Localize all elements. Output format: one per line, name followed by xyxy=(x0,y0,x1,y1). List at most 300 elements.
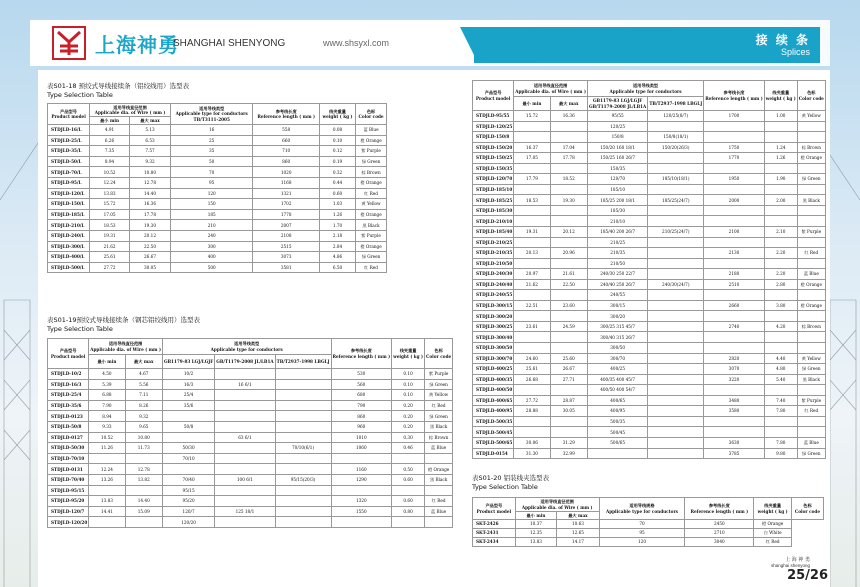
table-row xyxy=(473,248,826,259)
table-cell xyxy=(764,290,797,301)
table-cell: 1.24 xyxy=(764,142,797,153)
table-row xyxy=(473,132,826,143)
table-cell xyxy=(514,163,550,174)
table-row xyxy=(48,443,453,454)
t1-h-model: 产品型号 Product model xyxy=(48,104,90,125)
table-cell: 63 6/1 xyxy=(215,432,275,443)
t1-h-len: 参考线长度 Reference length ( mm ) xyxy=(253,104,320,125)
table-cell xyxy=(275,390,331,401)
table-cell xyxy=(275,400,331,411)
table-cell: 15.72 xyxy=(90,199,130,210)
table-cell xyxy=(648,153,704,164)
table-cell xyxy=(648,448,704,459)
table-cell xyxy=(550,205,587,216)
table-cell xyxy=(704,237,765,248)
table-cell: 橙 Orange xyxy=(356,241,387,252)
table-cell: STDJLD-185/10 xyxy=(473,184,514,195)
table-cell: 100 6/1 xyxy=(215,474,275,485)
table-cell xyxy=(648,364,704,375)
table-cell: STDJLD-120/25 xyxy=(473,121,514,132)
table-cell: 7.57 xyxy=(130,146,171,157)
table-cell: 黑 Black xyxy=(425,421,453,432)
table-cell: 25.61 xyxy=(90,252,130,263)
table-cell: STDJLD-210/10 xyxy=(473,216,514,227)
table-cell xyxy=(797,121,825,132)
table-cell xyxy=(648,311,704,322)
t3-h-wt: 线夹重量 weight ( kg ) xyxy=(764,81,797,111)
table-cell xyxy=(425,517,453,528)
table-cell: 紫 Purple xyxy=(797,395,825,406)
table4-caption-en: Type Selection Table xyxy=(472,483,538,491)
table-cell: 0.19 xyxy=(319,156,355,167)
table-cell: 560 xyxy=(331,379,392,390)
table-cell: 300/40 315 26/7 xyxy=(587,332,647,343)
table-cell: 660 xyxy=(253,135,320,146)
table-row xyxy=(48,485,453,496)
table-cell: 12.24 xyxy=(89,464,125,475)
table-cell: 1168 xyxy=(253,177,320,188)
table-cell xyxy=(215,464,275,475)
table-cell xyxy=(275,496,331,507)
t1-h-min: 最小 min xyxy=(90,117,130,125)
table-cell xyxy=(550,163,587,174)
table-cell: 25 xyxy=(170,135,252,146)
table-cell: 橙 Orange xyxy=(356,177,387,188)
table-cell: STDJLD-185/40 xyxy=(473,227,514,238)
table-cell: 35 xyxy=(170,146,252,157)
table-cell: 210 xyxy=(170,220,252,231)
t2-h-type: 适用导线类型 Applicable type for conductors xyxy=(162,339,331,355)
table-cell: STDJLD-300/50 xyxy=(473,343,514,354)
table-cell: STDJLD-210/50 xyxy=(473,258,514,269)
table-cell xyxy=(797,132,825,143)
table-cell: 400/25 xyxy=(587,364,647,375)
table-cell xyxy=(764,311,797,322)
table-cell: 红 Red xyxy=(425,496,453,507)
table-cell xyxy=(392,485,425,496)
table-cell xyxy=(648,300,704,311)
table-row xyxy=(473,121,826,132)
table-cell: 17.05 xyxy=(90,209,130,220)
table-cell xyxy=(764,416,797,427)
table-cell: 22.51 xyxy=(514,300,550,311)
table-cell: 绿 Green xyxy=(425,379,453,390)
table-row xyxy=(48,135,387,146)
table-cell xyxy=(704,258,765,269)
table-cell: 4.40 xyxy=(764,353,797,364)
table-cell: 3785 xyxy=(704,448,765,459)
t3-h-std3: TB/T2937-1998 LBGLJ xyxy=(648,97,704,111)
table-cell xyxy=(797,332,825,343)
table-cell: 3630 xyxy=(704,437,765,448)
table-cell: 1.03 xyxy=(319,199,355,210)
table-cell: STDJLD-150/20 xyxy=(473,142,514,153)
table-cell: 240/55 xyxy=(587,290,647,301)
table-cell: 2130 xyxy=(704,248,765,259)
table-cell xyxy=(125,453,162,464)
table2-caption-en: Type Selection Table xyxy=(47,325,113,333)
t1-h-type: 适用导线类型 Applicable type for conductors TB/T3111-2005 xyxy=(170,104,252,125)
table-row xyxy=(48,199,387,210)
table-cell: 13.83 xyxy=(90,188,130,199)
table-cell: 5.40 xyxy=(764,374,797,385)
table-cell: STDJLD-400/65 xyxy=(473,395,514,406)
table-cell xyxy=(704,132,765,143)
table-cell: 3073 xyxy=(253,252,320,263)
table-cell: STDJLD-500/35 xyxy=(473,416,514,427)
table-row xyxy=(473,163,826,174)
company-logo xyxy=(52,26,86,60)
table-cell xyxy=(514,311,550,322)
table-row xyxy=(48,421,453,432)
table-cell: 10.63 xyxy=(557,520,600,529)
table-cell: 橙 Orange xyxy=(356,209,387,220)
table-cell: STDJLD-300/15 xyxy=(473,300,514,311)
table-cell: STDJLD-500/65 xyxy=(473,437,514,448)
table-row xyxy=(473,520,824,529)
table-cell: 50/30 xyxy=(162,443,214,454)
table-cell xyxy=(648,374,704,385)
table-row xyxy=(48,379,453,390)
table-cell: 300/70 xyxy=(587,353,647,364)
table-cell: 1010 xyxy=(331,432,392,443)
table2 xyxy=(47,338,453,528)
table-cell: 28.88 xyxy=(514,406,550,417)
table-cell: 紫 Purple xyxy=(356,230,387,241)
table-cell: 185/10 xyxy=(587,184,647,195)
table-cell: 120 xyxy=(170,188,252,199)
t3-h-max: 最大 max xyxy=(550,97,587,111)
table-cell xyxy=(648,121,704,132)
table-row xyxy=(473,111,826,122)
table-cell: STDJLD-300/70 xyxy=(473,353,514,364)
table-cell xyxy=(797,290,825,301)
table-cell: 50 xyxy=(170,156,252,167)
table-cell: 120/70 xyxy=(587,174,647,185)
table-cell xyxy=(550,184,587,195)
table-cell: 黑 Black xyxy=(356,220,387,231)
table-row xyxy=(473,353,826,364)
table-cell: 蓝 Blue xyxy=(356,125,387,136)
table-cell: 绿 Green xyxy=(797,174,825,185)
table-cell xyxy=(275,506,331,517)
table-row xyxy=(48,230,387,241)
table-cell: 20.12 xyxy=(130,230,171,241)
table-cell: 1320 xyxy=(331,496,392,507)
footer-brand-en: shanghai shenyong xyxy=(770,563,810,568)
table-cell: 4.80 xyxy=(764,364,797,375)
table-cell: 绿 Green xyxy=(797,364,825,375)
t2-h-min: 最小 min xyxy=(89,355,125,369)
table-cell: STDJLD-120/7 xyxy=(48,506,89,517)
table-cell: STDJLD-240/40 xyxy=(473,279,514,290)
table-cell xyxy=(215,421,275,432)
table-cell: 3581 xyxy=(253,262,320,273)
table-cell xyxy=(704,121,765,132)
table-cell xyxy=(275,453,331,464)
table-cell xyxy=(89,517,125,528)
table-cell: 棕 Brown xyxy=(356,167,387,178)
table-cell xyxy=(648,216,704,227)
table-row xyxy=(48,496,453,507)
table-row xyxy=(48,464,453,475)
table-row xyxy=(48,156,387,167)
table-cell: 70/40 xyxy=(162,474,214,485)
table-cell: 2820 xyxy=(704,353,765,364)
table-cell: STDJLD-95/L xyxy=(48,177,90,188)
table-cell xyxy=(550,385,587,396)
table-cell: 21.62 xyxy=(90,241,130,252)
table-cell xyxy=(514,132,550,143)
table-row xyxy=(473,321,826,332)
t4-h-type: 适用导线规格 Applicable type for conductors xyxy=(599,498,685,520)
table-cell xyxy=(797,385,825,396)
table-cell: 16.37 xyxy=(514,142,550,153)
table-row xyxy=(473,174,826,185)
table-row xyxy=(48,474,453,485)
table-cell: 1770 xyxy=(704,153,765,164)
table-cell: STDJLD-400/35 xyxy=(473,374,514,385)
table-cell: 0.10 xyxy=(392,390,425,401)
table-row xyxy=(48,390,453,401)
table-cell xyxy=(797,416,825,427)
table-row xyxy=(473,269,826,280)
table-cell: STDJLD-0127 xyxy=(48,432,89,443)
table-cell: 2.20 xyxy=(764,248,797,259)
t2-h-std1: GB1179-83 LGJ/LGJF xyxy=(162,355,214,369)
table-cell: 0.10 xyxy=(392,369,425,380)
table-cell: 125 18/1 xyxy=(215,506,275,517)
table-cell: STDJLD-400/95 xyxy=(473,406,514,417)
table-row xyxy=(48,453,453,464)
table-cell: 95/15 xyxy=(162,485,214,496)
table3 xyxy=(472,80,826,459)
t4-h-wt: 线夹重量 weight ( kg ) xyxy=(754,498,792,520)
table-cell: 11.26 xyxy=(89,443,125,454)
table-cell: 32.99 xyxy=(550,448,587,459)
t3-h-color: 色标 Color code xyxy=(797,81,825,111)
table-cell xyxy=(550,258,587,269)
table-row xyxy=(48,252,387,263)
table-cell: 14.41 xyxy=(89,506,125,517)
table-cell: 400 xyxy=(170,252,252,263)
table-cell: STDJLD-0131 xyxy=(48,464,89,475)
table-cell: 白 White xyxy=(754,529,792,538)
table-row xyxy=(473,364,826,375)
table-cell: 9.32 xyxy=(130,156,171,167)
table-cell: 2100 xyxy=(704,227,765,238)
table-cell xyxy=(275,432,331,443)
table-cell: 绿 Green xyxy=(797,448,825,459)
t3-h-dia: 适用导线直径范围 Applicable dia. of Wire ( mm ) xyxy=(514,81,588,97)
table-cell xyxy=(275,517,331,528)
table-cell xyxy=(648,321,704,332)
table-cell xyxy=(648,258,704,269)
table-cell xyxy=(797,205,825,216)
t2-h-wt: 线夹重量 weight ( kg ) xyxy=(392,339,425,369)
table-cell xyxy=(215,453,275,464)
table-cell: 210/25 xyxy=(587,237,647,248)
table-cell: 1160 xyxy=(331,464,392,475)
table-cell: 20.97 xyxy=(514,269,550,280)
table-cell: STDJLD-35/L xyxy=(48,146,90,157)
table-cell: 4.86 xyxy=(319,252,355,263)
table-cell xyxy=(648,248,704,259)
table-cell: STDJLD-500/45 xyxy=(473,427,514,438)
table-cell: STDJLD-25/L xyxy=(48,135,90,146)
table-cell: 185/40 200 26/7 xyxy=(587,227,647,238)
table-cell: 30.05 xyxy=(550,406,587,417)
table-cell: 橙 Orange xyxy=(425,464,453,475)
table-cell: 棕 Brown xyxy=(425,432,453,443)
table-cell: 0.46 xyxy=(392,443,425,454)
table-cell: 300/50 xyxy=(587,343,647,354)
table-cell: 蓝 Blue xyxy=(425,443,453,454)
table-cell: 17.04 xyxy=(550,142,587,153)
table-cell: 7.80 xyxy=(764,406,797,417)
table-cell: 7.40 xyxy=(764,395,797,406)
table-cell: 1.00 xyxy=(764,111,797,122)
table-cell: 1290 xyxy=(331,474,392,485)
table-cell: 150/20(26/3) xyxy=(648,142,704,153)
table-cell xyxy=(550,332,587,343)
table-row xyxy=(48,517,453,528)
table-cell xyxy=(704,343,765,354)
table-cell xyxy=(764,205,797,216)
t1-body xyxy=(48,125,387,273)
t2-h-dia: 适用导线直径范围 Applicable dia. of Wire ( mm ) xyxy=(89,339,163,355)
table-cell: 6.50 xyxy=(319,262,355,273)
table-cell: 0.20 xyxy=(392,421,425,432)
table-cell: 绿 Green xyxy=(425,411,453,422)
table1-caption-cn: 表S01-18 预绞式导线接续条（铝绞线用）选型表 xyxy=(47,82,190,90)
table-cell: STDJLD-120/20 xyxy=(48,517,89,528)
table-cell: STDJLD-0154 xyxy=(473,448,514,459)
table-cell: 150/8 xyxy=(587,132,647,143)
table-cell: 0.10 xyxy=(319,135,355,146)
t1-h-color: 色标 Color code xyxy=(356,104,387,125)
table-cell: 12.24 xyxy=(90,177,130,188)
table-cell: 1702 xyxy=(253,199,320,210)
table-cell xyxy=(704,385,765,396)
table-cell xyxy=(648,406,704,417)
table-cell xyxy=(550,216,587,227)
table-cell: 4.67 xyxy=(125,369,162,380)
table-cell: 13.26 xyxy=(89,474,125,485)
table-row xyxy=(473,416,826,427)
table-cell: 6.26 xyxy=(90,135,130,146)
table-cell: 10.80 xyxy=(130,167,171,178)
table-cell xyxy=(648,332,704,343)
table-cell: 240/30(24/7) xyxy=(648,279,704,290)
table-row xyxy=(473,300,826,311)
table-cell: 10/2 xyxy=(162,369,214,380)
table-cell: 红 Red xyxy=(797,406,825,417)
table-cell xyxy=(275,485,331,496)
table-cell: STDJLD-35/6 xyxy=(48,400,89,411)
t3-h-min: 最小 min xyxy=(514,97,550,111)
table-cell: 橙 Orange xyxy=(797,279,825,290)
table-cell xyxy=(550,343,587,354)
table-cell: 2.80 xyxy=(764,279,797,290)
table-cell xyxy=(392,453,425,464)
table-cell: 黑 Black xyxy=(425,474,453,485)
table-cell: 2180 xyxy=(704,269,765,280)
table-cell: 绿 Green xyxy=(356,156,387,167)
table-cell xyxy=(764,385,797,396)
table-cell: 95 xyxy=(599,529,685,538)
table-cell: 2.84 xyxy=(319,241,355,252)
table-cell: 16.36 xyxy=(550,111,587,122)
table4 xyxy=(472,497,824,547)
table-cell: 9.80 xyxy=(764,448,797,459)
table-cell: 300/20 xyxy=(587,311,647,322)
table-cell: 8.94 xyxy=(89,411,125,422)
table-row xyxy=(473,216,826,227)
table-cell: 35/6 xyxy=(162,400,214,411)
table-cell xyxy=(425,453,453,464)
table-row xyxy=(48,400,453,411)
table-cell: 70/10 xyxy=(162,453,214,464)
table-cell: 1060 xyxy=(331,443,392,454)
table-cell xyxy=(514,385,550,396)
t2-h-len: 参考线长度 Reference length ( mm ) xyxy=(331,339,392,369)
table-cell xyxy=(648,184,704,195)
table-cell: 13.82 xyxy=(125,474,162,485)
table-cell: 0.60 xyxy=(392,474,425,485)
table-cell: 9.33 xyxy=(89,421,125,432)
table-cell: 黄 Yellow xyxy=(797,353,825,364)
table-cell: 7.11 xyxy=(125,390,162,401)
table-cell: 4.50 xyxy=(89,369,125,380)
table-cell: STDJLD-70/L xyxy=(48,167,90,178)
table-cell xyxy=(514,427,550,438)
table-cell xyxy=(797,184,825,195)
table-cell: 1.70 xyxy=(319,220,355,231)
table-cell: STDJLD-500/L xyxy=(48,262,90,273)
table-cell xyxy=(275,421,331,432)
table-cell: 黑 Black xyxy=(797,374,825,385)
table-cell: STDJLD-150/25 xyxy=(473,153,514,164)
table-cell xyxy=(648,343,704,354)
table-row xyxy=(48,432,453,443)
table-cell xyxy=(764,343,797,354)
table-cell: 22.50 xyxy=(130,241,171,252)
table-cell: 0.12 xyxy=(319,146,355,157)
table-cell xyxy=(797,237,825,248)
t2-h-std3: TB/T2937-1998 LBGLJ xyxy=(275,355,331,369)
table-row xyxy=(473,385,826,396)
table-cell xyxy=(215,443,275,454)
table-cell: 黑 Black xyxy=(797,195,825,206)
table4-caption-cn: 表S01-20 铝装线夹选型表 xyxy=(472,474,550,482)
table-cell xyxy=(704,427,765,438)
t3-h-std12: GB1179-83 LGJ/LGJF GB/T1179-2008 JL/LB1A xyxy=(588,98,647,109)
table-cell xyxy=(648,395,704,406)
table-cell: 22.50 xyxy=(550,279,587,290)
table-row xyxy=(48,241,387,252)
table-cell xyxy=(648,385,704,396)
table-cell: 27.72 xyxy=(90,262,130,273)
table-cell: 2740 xyxy=(704,321,765,332)
table-cell: 2.00 xyxy=(764,195,797,206)
table-cell xyxy=(764,258,797,269)
table-cell: 27.71 xyxy=(550,374,587,385)
table-cell xyxy=(162,432,214,443)
table-cell: 18.52 xyxy=(550,174,587,185)
table-cell: 10.52 xyxy=(89,432,125,443)
table-cell: STDJLD-240/L xyxy=(48,230,90,241)
